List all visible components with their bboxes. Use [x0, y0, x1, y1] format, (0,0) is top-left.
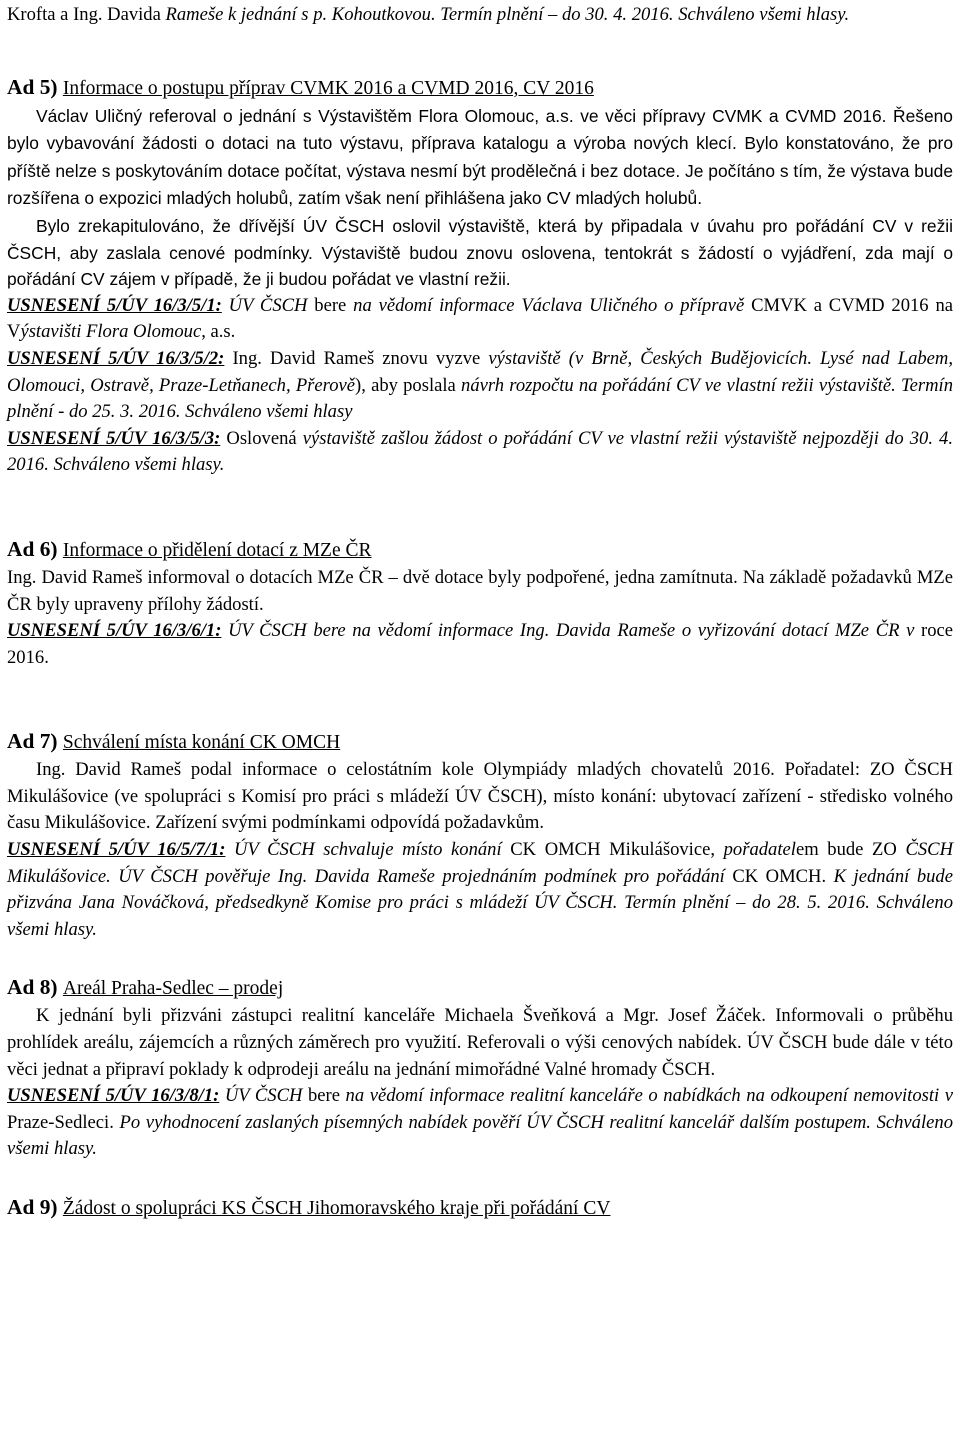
- ad8-paragraph-1: K jednání byli přizváni zástupci realitní kanceláře Michaela Švеňková a Mgr. Josef Žáček. Informovali o průběhu prohlídek areálu, zájemcích a různých záměrech pro využití. Referovali o výši cenových nabídek. ÚV ČSCH bude dále v této věci jednat a připraví poklady k odprodeji areálu na jednání mimořádné Valné hromady ČSCH.: [7, 1005, 953, 1080]
- ad5-resolution-3: USNESENÍ 5/ÚV 16/3/5/3: Oslovená výstaviště zašlou žádost o pořádání CV ve vlastní režii výstaviště nejpozději do 30. 4. 2016. Schváleno všemi hlasy.: [7, 427, 954, 476]
- ad7-resolution-1: USNESENÍ 5/ÚV 16/5/7/1: ÚV ČSCH schvaluje místo konání CK OMCH Mikulášovice, pořadatelem bude ZO ČSCH Mikulášovice. ÚV ČSCH pověřuje Ing. Davida Rameše projednáním podmínek pro pořádání CK OMCH. K jednání bude přizvána Jana Nováčková, předsedkyně Komise pro práci s mládeží ÚV ČSCH. Termín plnění – do 28. 5. 2016. Schváleno všemi hlasy.: [7, 839, 953, 940]
- top-text-c: Schváleno všemi hlasy.: [678, 4, 850, 25]
- top-paragraph: [7, 2, 953, 29]
- section-title: Žádost o spolupráci KS ČSCH Jihomoravského kraje při pořádání CV: [62, 1198, 611, 1219]
- ad6-paragraph-1: Ing. David Rameš informoval o dotacích MZe ČR – dvě dotace byly podpořené, jedna zamítnuta. Na základě požadavků MZe ČR byly upraveny přílohy žádostí.: [7, 566, 953, 615]
- ad5-paragraph-2: Bylo zrekapitulováno, že dřívější ÚV ČSCH oslovil výstaviště, která by připadala v úvahu pro pořádání CV v režii ČSCH, aby zaslala cenové podmínky. Výstaviště budou znovu oslovena, tentokrát s žádostí o vyjádření, zda mají o pořádání CV zájem v případě, že ji budou pořádat ve vlastní režii.: [7, 215, 953, 290]
- section-title: Informace o postupu příprav CVMK 2016 a CVMD 2016, CV 2016: [62, 77, 594, 99]
- section-number: Ad 7): [7, 729, 58, 754]
- ad5-p1-a: Václav Uličný referoval o jednání s Výstavištěm Flora Olomouc, a.s.: [36, 105, 581, 126]
- resolution-label: USNESENÍ 5/ÚV 16/3/8/1:: [7, 1085, 220, 1107]
- section-number: Ad 8): [7, 975, 58, 1000]
- section-title: Areál Praha-Sedlec – prodej: [62, 978, 284, 1000]
- resolution-label: USNESENÍ 5/ÚV 16/5/7/1:: [7, 839, 226, 861]
- section-number: Ad 5): [7, 74, 58, 99]
- top-text-a: Krofta a Ing. Davida: [7, 4, 166, 25]
- section-title: Schválení místa konání CK OMCH: [62, 732, 341, 754]
- section-number: Ad 6): [7, 536, 58, 561]
- resolution-label: USNESENÍ 5/ÚV 16/3/5/2:: [7, 347, 225, 369]
- ad5-p1-b: ve věci přípravy CVMK a CVMD 2016. Řešeno bylo vybavování žádosti o dotaci na tuto výstavu, příprava katalogu a výroba nových klecí. Bylo konstatováno, že pro příště nelze s poskytováním dotace počítat, výstava nesmí být prodělečná i bez dotace. Je počítáno s tím, že výstava bude rozšířena o expozici mladých holubů, zatím však není přihlášena jako CV mladých holubů.: [7, 105, 953, 209]
- ad5-paragraph-1: [7, 103, 953, 213]
- section-heading-ad8: [7, 973, 953, 1003]
- section-heading-ad7: [7, 727, 953, 757]
- ad5-resolution-1: USNESENÍ 5/ÚV 16/3/5/1: ÚV ČSCH bere na vědomí informace Václava Uličného o přípravě CMVK a CVMD 2016 na Výstavišti Flora Olomouc, a.s.: [7, 294, 953, 343]
- ad8-resolution-1: USNESENÍ 5/ÚV 16/3/8/1: ÚV ČSCH bere na vědomí informace realitní kanceláře o nabídkách na odkoupení nemovitosti v Praze-Sedleci. Po vyhodnocení zaslaných písemných nabídek pověří ÚV ČSCH realitní kancelář dalším postupem. Schváleno všemi hlasy.: [7, 1085, 954, 1160]
- resolution-label: USNESENÍ 5/ÚV 16/3/6/1:: [7, 620, 222, 642]
- ad5-resolution-2: USNESENÍ 5/ÚV 16/3/5/2: Ing. David Rameš znovu vyzve výstaviště (v Brně, Českých Budějovicích. Lysé nad Labem, Olomouci, Ostravě, Praze-Letňanech, Přerově), aby poslala návrh rozpočtu na pořádání CV ve vlastní režii výstaviště. Termín plnění - do 25. 3. 2016. Schváleno všemi hlasy: [7, 347, 954, 423]
- ad6-resolution-1: USNESENÍ 5/ÚV 16/3/6/1: ÚV ČSCH bere na vědomí informace Ing. Davida Rameše o vyřizování dotací MZe ČR v roce 2016.: [7, 620, 953, 668]
- section-title: Informace o přidělení dotací z MZe ČR: [62, 539, 372, 561]
- section-heading-ad6: [7, 535, 953, 565]
- section-heading-ad5: [7, 73, 953, 103]
- resolution-label: USNESENÍ 5/ÚV 16/3/5/3:: [7, 427, 221, 449]
- resolution-label: USNESENÍ 5/ÚV 16/3/5/1:: [7, 294, 222, 316]
- document-page: [0, 2, 960, 1223]
- top-text-b: Rameše k jednání s p. Kohoutkovou. Termín plnění – do 30. 4. 2016.: [165, 4, 674, 25]
- ad7-paragraph-1: Ing. David Rameš podal informace o celostátním kole Olympiády mladých chovatelů 2016. Pořadatel: ZO ČSCH Mikulášovice (ve spolupráci s Komisí pro práci s mládeží ÚV ČSCH), místo konání: ubytovací zařízení - středisko volného času Mikulášovice. Zařízení svými podmínkami odpovídá požadavkům.: [7, 759, 953, 834]
- section-number: Ad 9): [7, 1195, 58, 1219]
- section-heading-ad9: [7, 1193, 953, 1223]
